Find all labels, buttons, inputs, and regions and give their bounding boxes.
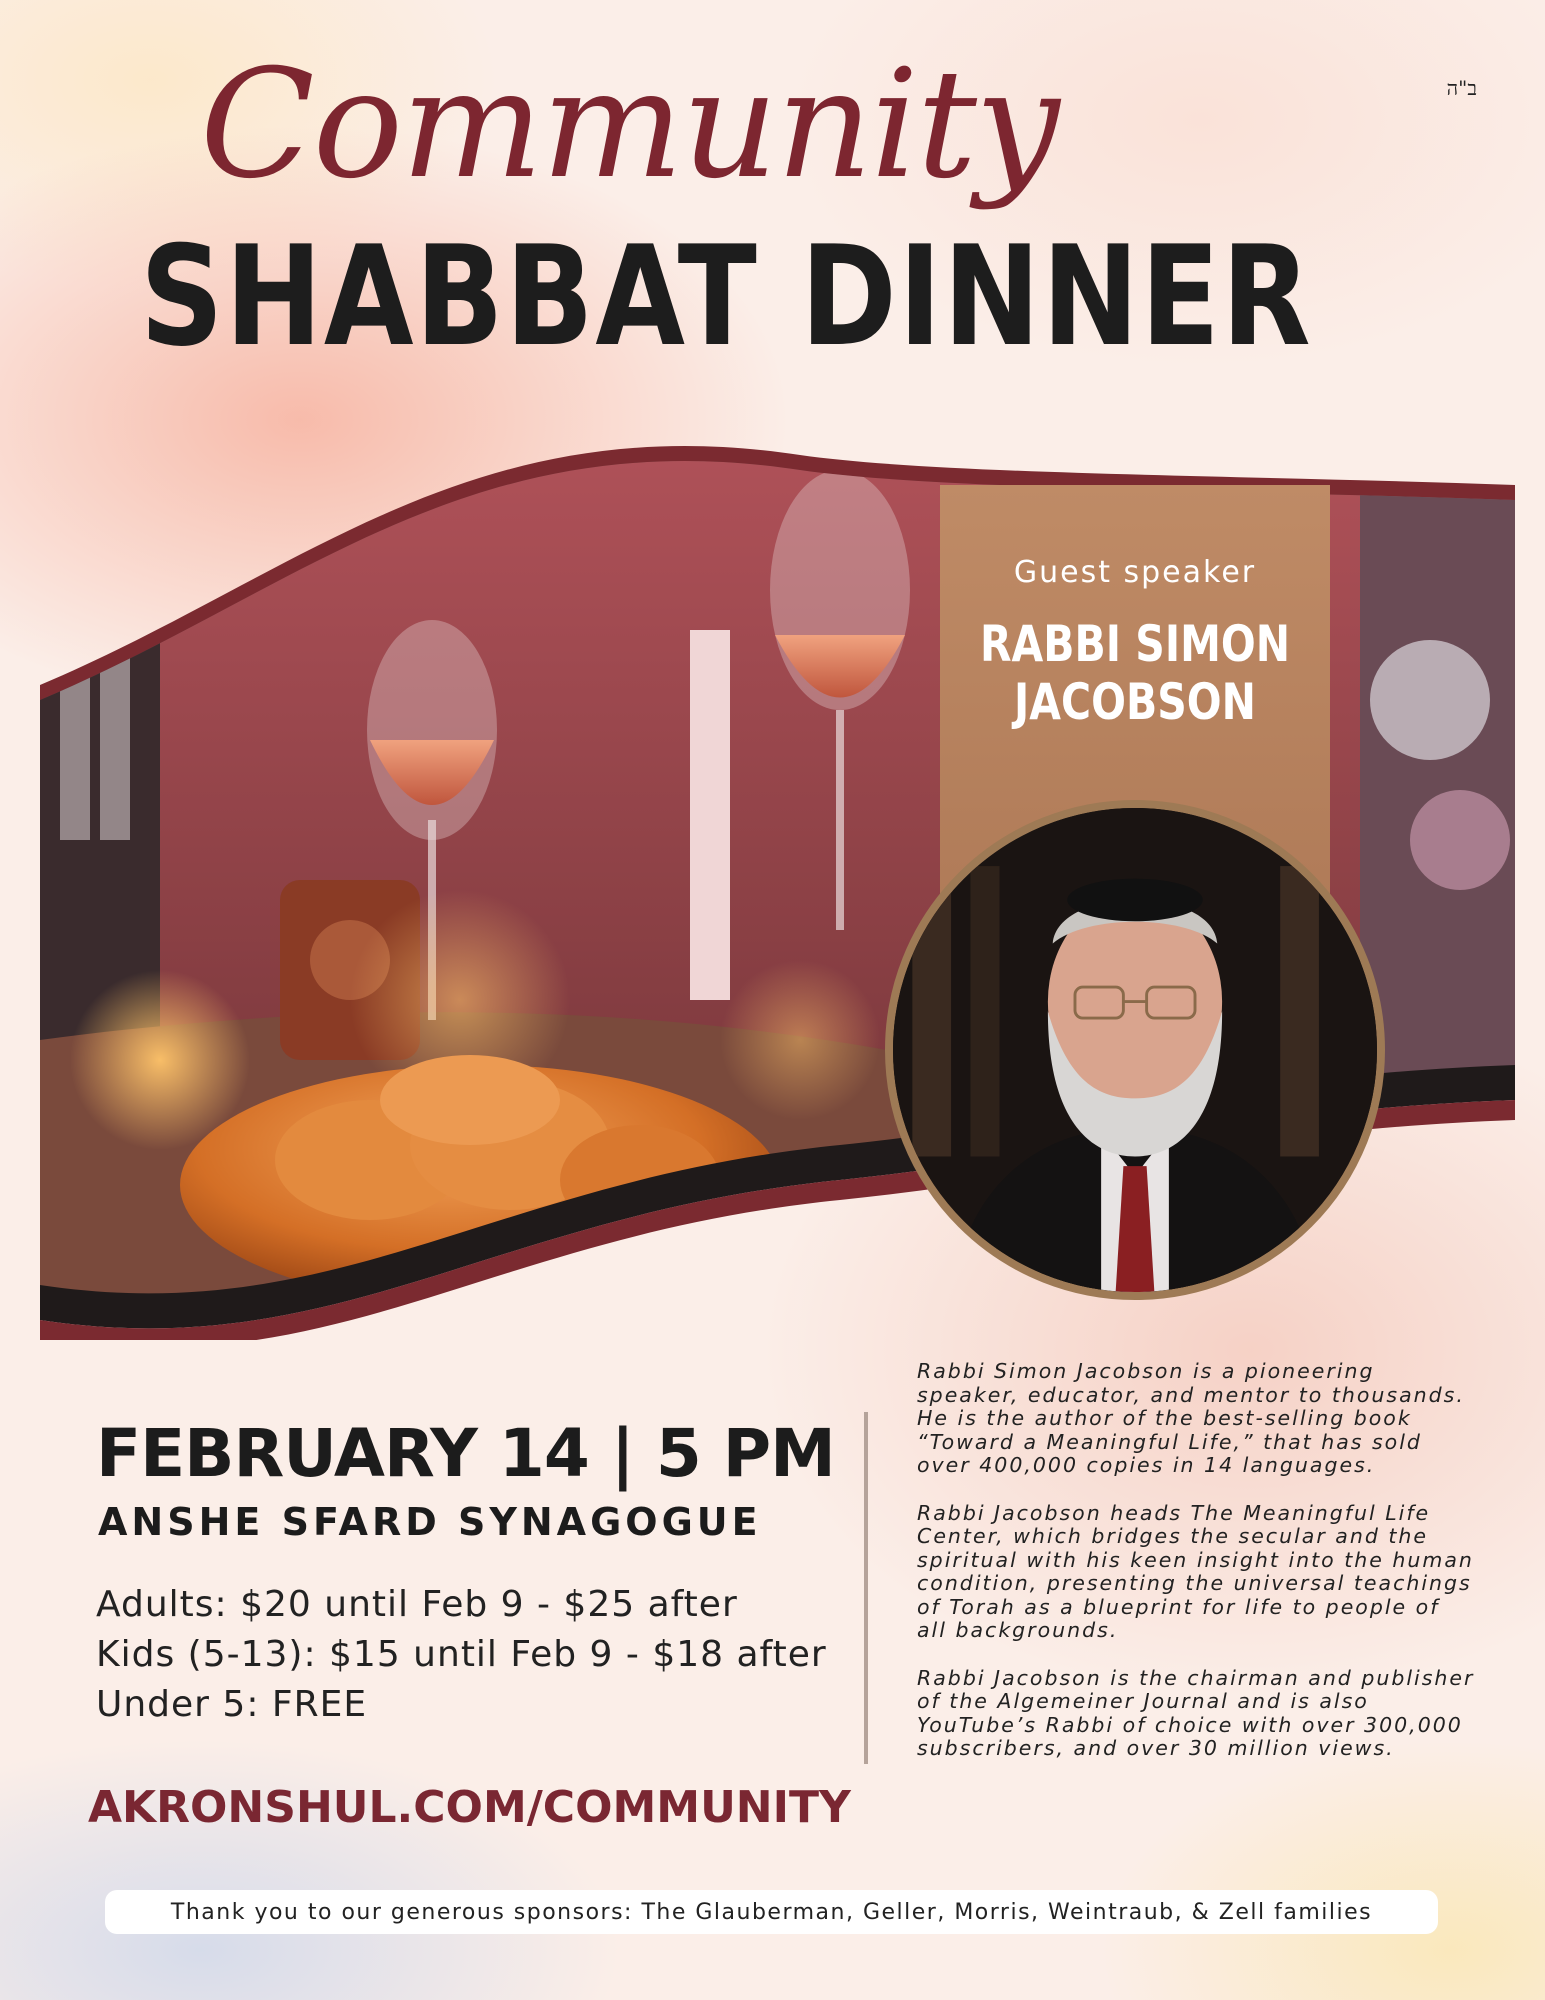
title-script: Community xyxy=(200,38,1058,212)
website-link[interactable]: AKRONSHUL.COM/COMMUNITY xyxy=(88,1782,851,1833)
speaker-bio xyxy=(917,1360,1477,1785)
speaker-name xyxy=(975,616,1295,731)
sponsor-bar xyxy=(105,1890,1438,1934)
hebrew-bh-mark: ב"ה xyxy=(1446,76,1477,100)
price-kids: Kids (5-13): $15 until Feb 9 - $18 after xyxy=(96,1634,827,1675)
event-venue: ANSHE SFARD SYNAGOGUE xyxy=(98,1500,762,1544)
speaker-portrait xyxy=(885,800,1385,1300)
bio-paragraph: Rabbi Jacobson is the chairman and publisher of the Algemeiner Journal and is also YouTube’s Rabbi of choice with over 300,000 subscribers, and over 30 million views. xyxy=(917,1665,1475,1760)
title-main: SHABBAT DINNER xyxy=(140,216,1313,377)
event-date-time: FEBRUARY 14 | 5 PM xyxy=(96,1415,835,1492)
bio-paragraph: Rabbi Jacobson heads The Meaningful Life Center, which bridges the secular and the spiritual with his keen insight into the human condition, presenting the universal teachings of Torah as a blueprint for life to people of all backgrounds. xyxy=(917,1500,1474,1642)
speaker-name-line1: RABBI SIMON xyxy=(979,615,1291,673)
sponsor-text: Thank you to our generous sponsors: The Glauberman, Geller, Morris, Weintraub, & Zell families xyxy=(170,1899,1373,1925)
speaker-label: Guest speaker xyxy=(1013,555,1257,590)
bio-paragraph: Rabbi Simon Jacobson is a pioneering speaker, educator, and mentor to thousands. He is the author of the best-selling book “Toward a Meaningful Life,” that has sold over 400,000 copies in 14 languages. xyxy=(917,1359,1465,1477)
price-adults: Adults: $20 until Feb 9 - $25 after xyxy=(96,1584,738,1625)
price-under-5: Under 5: FREE xyxy=(96,1684,368,1725)
pricing-list xyxy=(96,1580,827,1730)
column-divider xyxy=(864,1412,868,1764)
speaker-name-line2: JACOBSON xyxy=(1014,672,1256,731)
portrait-illustration xyxy=(893,808,1377,1292)
